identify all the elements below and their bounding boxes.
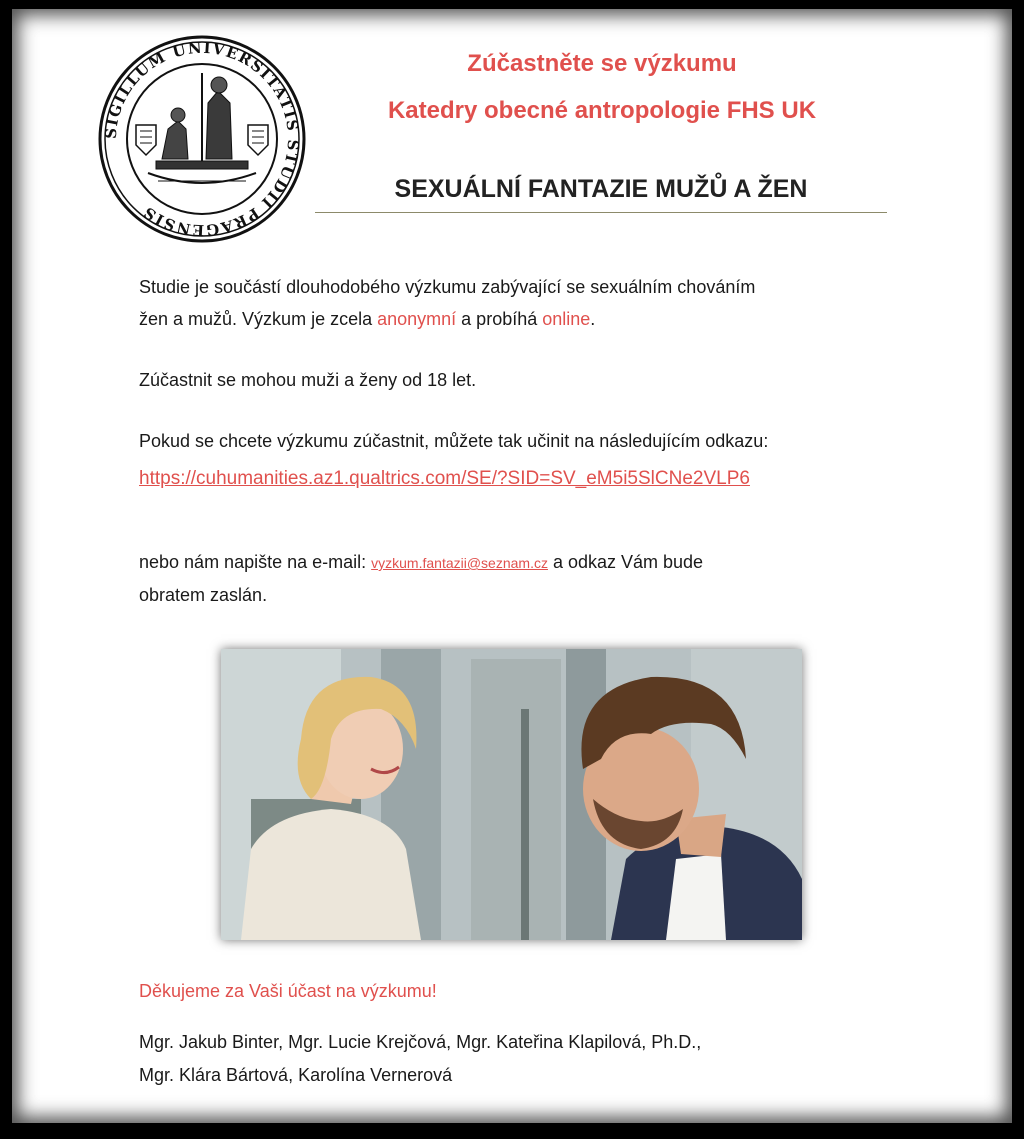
university-seal-logo [98, 33, 306, 245]
title-underline [315, 212, 887, 213]
email-link[interactable]: vyzkum.fantazii@seznam.cz [371, 555, 548, 571]
heading-line-2: Katedry obecné antropologie FHS UK [387, 97, 817, 124]
email-suffix: a odkaz Vám bude [547, 552, 704, 572]
online-highlight: online [542, 309, 591, 329]
eligibility-text: Zúčastnit se mohou muži a ženy od 18 let. [139, 370, 477, 390]
anonymous-highlight: anonymní [377, 309, 457, 329]
intro-line-1: Studie je součástí dlouhodobého výzkumu zabývající se sexuálním chováním [139, 277, 756, 297]
email-line-2: obratem zaslán. [139, 585, 268, 605]
intro-paragraph [139, 271, 755, 335]
authors-line-1: Mgr. Jakub Binter, Mgr. Lucie Krejčová, Mgr. Kateřina Klapilová, Ph.D., [139, 1032, 702, 1052]
page-title: SEXUÁLNÍ FANTAZIE MUŽŮ A ŽEN [394, 175, 808, 203]
authors-line-2: Mgr. Klára Bártová, Karolína Vernerová [139, 1065, 453, 1085]
thanks-text: Děkujeme za Vaši účast na výzkumu! [139, 981, 437, 1001]
survey-link[interactable]: https://cuhumanities.az1.qualtrics.com/SE/?SID=SV_eM5i5SlCNe2VLP6 [139, 468, 750, 489]
couple-photo-illustration [221, 649, 802, 940]
intro-line-2-end: . [590, 309, 596, 329]
intro-line-2-start: žen a mužů. Výzkum je zcela [139, 309, 378, 329]
intro-line-2-mid: a probíhá [456, 309, 543, 329]
heading-line-1: Zúčastněte se výzkumu [467, 50, 737, 77]
email-prefix: nebo nám napište na e-mail: [139, 552, 372, 572]
svg-text:SIGILLUM UNIVERSITATIS STUDII: SIGILLUM UNIVERSITATIS STUDII PRAGENSIS [101, 38, 303, 240]
couple-photo [221, 649, 802, 940]
flyer-page [12, 9, 1012, 1123]
email-paragraph [139, 546, 703, 611]
authors-list [139, 1026, 701, 1092]
participation-text: Pokud se chcete výzkumu zúčastnit, můžete tak učinit na následujícím odkazu: [139, 431, 769, 451]
